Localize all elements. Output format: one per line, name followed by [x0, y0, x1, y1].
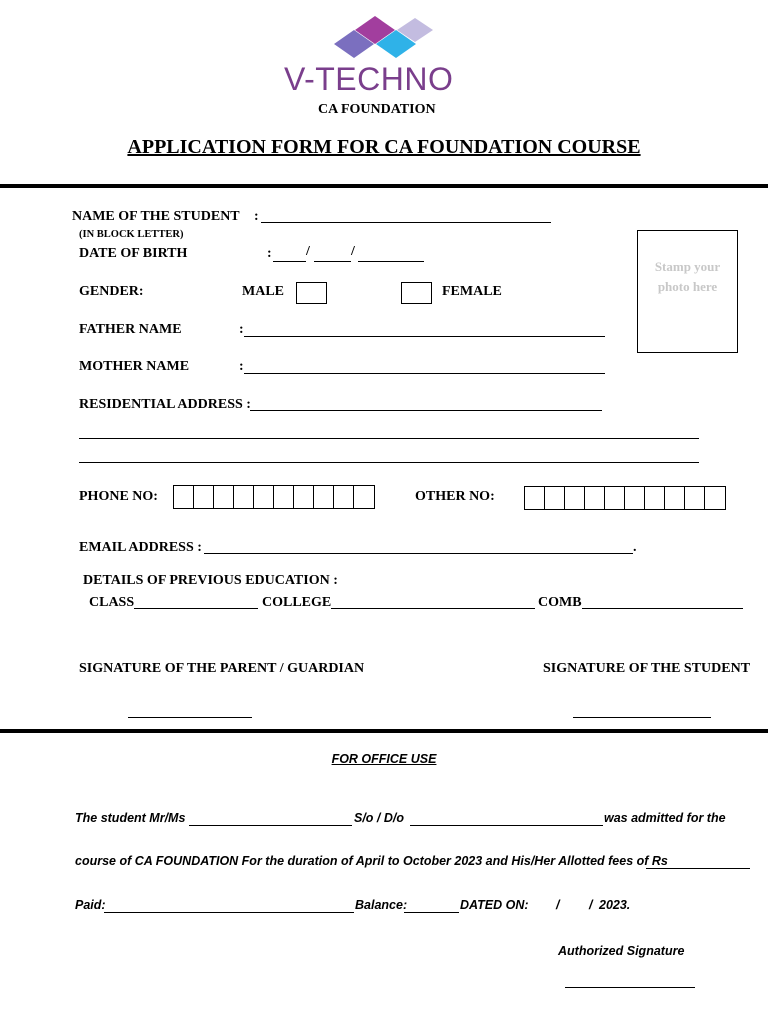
- colon: :: [267, 246, 272, 261]
- gender-label: GENDER:: [79, 284, 144, 299]
- year-text: 2023.: [599, 898, 631, 912]
- office-use-title: FOR OFFICE USE: [331, 752, 437, 766]
- balance-label: Balance:: [355, 898, 408, 912]
- student-prefix-text: The student Mr/Ms: [75, 811, 186, 825]
- mother-name-label: MOTHER NAME: [79, 359, 190, 374]
- comb-label: COMB: [538, 595, 582, 610]
- phone-label: PHONE NO:: [79, 489, 158, 504]
- email-dot: .: [633, 540, 637, 555]
- paid-label: Paid:: [75, 898, 106, 912]
- office-student-name-field[interactable]: [189, 825, 352, 826]
- other-number-label: OTHER NO:: [415, 489, 495, 504]
- male-label: MALE: [242, 284, 284, 299]
- education-label: DETAILS OF PREVIOUS EDUCATION :: [83, 573, 338, 588]
- email-label: EMAIL ADDRESS :: [79, 540, 202, 555]
- parent-signature-label: SIGNATURE OF THE PARENT / GUARDIAN: [79, 661, 365, 676]
- email-field[interactable]: [204, 553, 633, 554]
- photo-placeholder-text: Stamp your photo here: [654, 259, 721, 294]
- college-field[interactable]: [331, 608, 535, 609]
- course-duration-text: course of CA FOUNDATION For the duration of April to October 2023 and His/Her Allotted fees of Rs: [75, 854, 668, 868]
- fees-field[interactable]: [646, 868, 750, 869]
- dob-day-field[interactable]: [273, 261, 306, 262]
- authorized-signature-line[interactable]: [565, 987, 695, 988]
- comb-field[interactable]: [582, 608, 743, 609]
- class-field[interactable]: [134, 608, 258, 609]
- office-divider: [0, 729, 768, 733]
- top-divider: [0, 184, 768, 188]
- female-checkbox[interactable]: [401, 282, 432, 304]
- address-field-line3[interactable]: [79, 462, 699, 463]
- father-name-label: FATHER NAME: [79, 322, 182, 337]
- brand-subtitle: CA FOUNDATION: [318, 102, 436, 117]
- block-letter-hint: (IN BLOCK LETTER): [79, 229, 184, 240]
- student-name-label: NAME OF THE STUDENT: [72, 209, 240, 224]
- parent-signature-line[interactable]: [128, 717, 252, 718]
- dob-label: DATE OF BIRTH: [79, 246, 188, 261]
- dob-slash: /: [351, 244, 355, 259]
- colon: :: [239, 322, 244, 337]
- mother-name-field[interactable]: [244, 373, 605, 374]
- female-label: FEMALE: [442, 284, 502, 299]
- college-label: COLLEGE: [262, 595, 332, 610]
- paid-field[interactable]: [104, 912, 354, 913]
- student-signature-label: SIGNATURE OF THE STUDENT: [543, 661, 751, 676]
- brand-name: V-TECHNO: [284, 61, 454, 97]
- address-field-line1[interactable]: [250, 410, 602, 411]
- dob-year-field[interactable]: [358, 261, 424, 262]
- student-name-field[interactable]: [261, 222, 551, 223]
- office-parent-name-field[interactable]: [410, 825, 603, 826]
- address-label: RESIDENTIAL ADDRESS :: [79, 397, 251, 412]
- photo-box: [637, 230, 738, 353]
- colon: :: [254, 209, 259, 224]
- admitted-text: was admitted for the: [604, 811, 726, 825]
- other-number-digit-boxes[interactable]: [524, 486, 726, 510]
- so-do-text: S/o / D/o: [354, 811, 404, 825]
- form-title: APPLICATION FORM FOR CA FOUNDATION COURSE: [127, 136, 641, 158]
- dob-month-field[interactable]: [314, 261, 351, 262]
- class-label: CLASS: [89, 595, 135, 610]
- date-slash: /: [556, 898, 560, 912]
- student-signature-line[interactable]: [573, 717, 711, 718]
- logo-diamonds-icon: [334, 16, 434, 62]
- colon: :: [239, 359, 244, 374]
- date-slash: /: [589, 898, 593, 912]
- authorized-signature-label: Authorized Signature: [558, 944, 685, 958]
- phone-digit-boxes[interactable]: [173, 485, 375, 509]
- father-name-field[interactable]: [244, 336, 605, 337]
- male-checkbox[interactable]: [296, 282, 327, 304]
- dated-on-label: DATED ON:: [460, 898, 529, 912]
- balance-field[interactable]: [404, 912, 459, 913]
- address-field-line2[interactable]: [79, 438, 699, 439]
- dob-slash: /: [306, 244, 310, 259]
